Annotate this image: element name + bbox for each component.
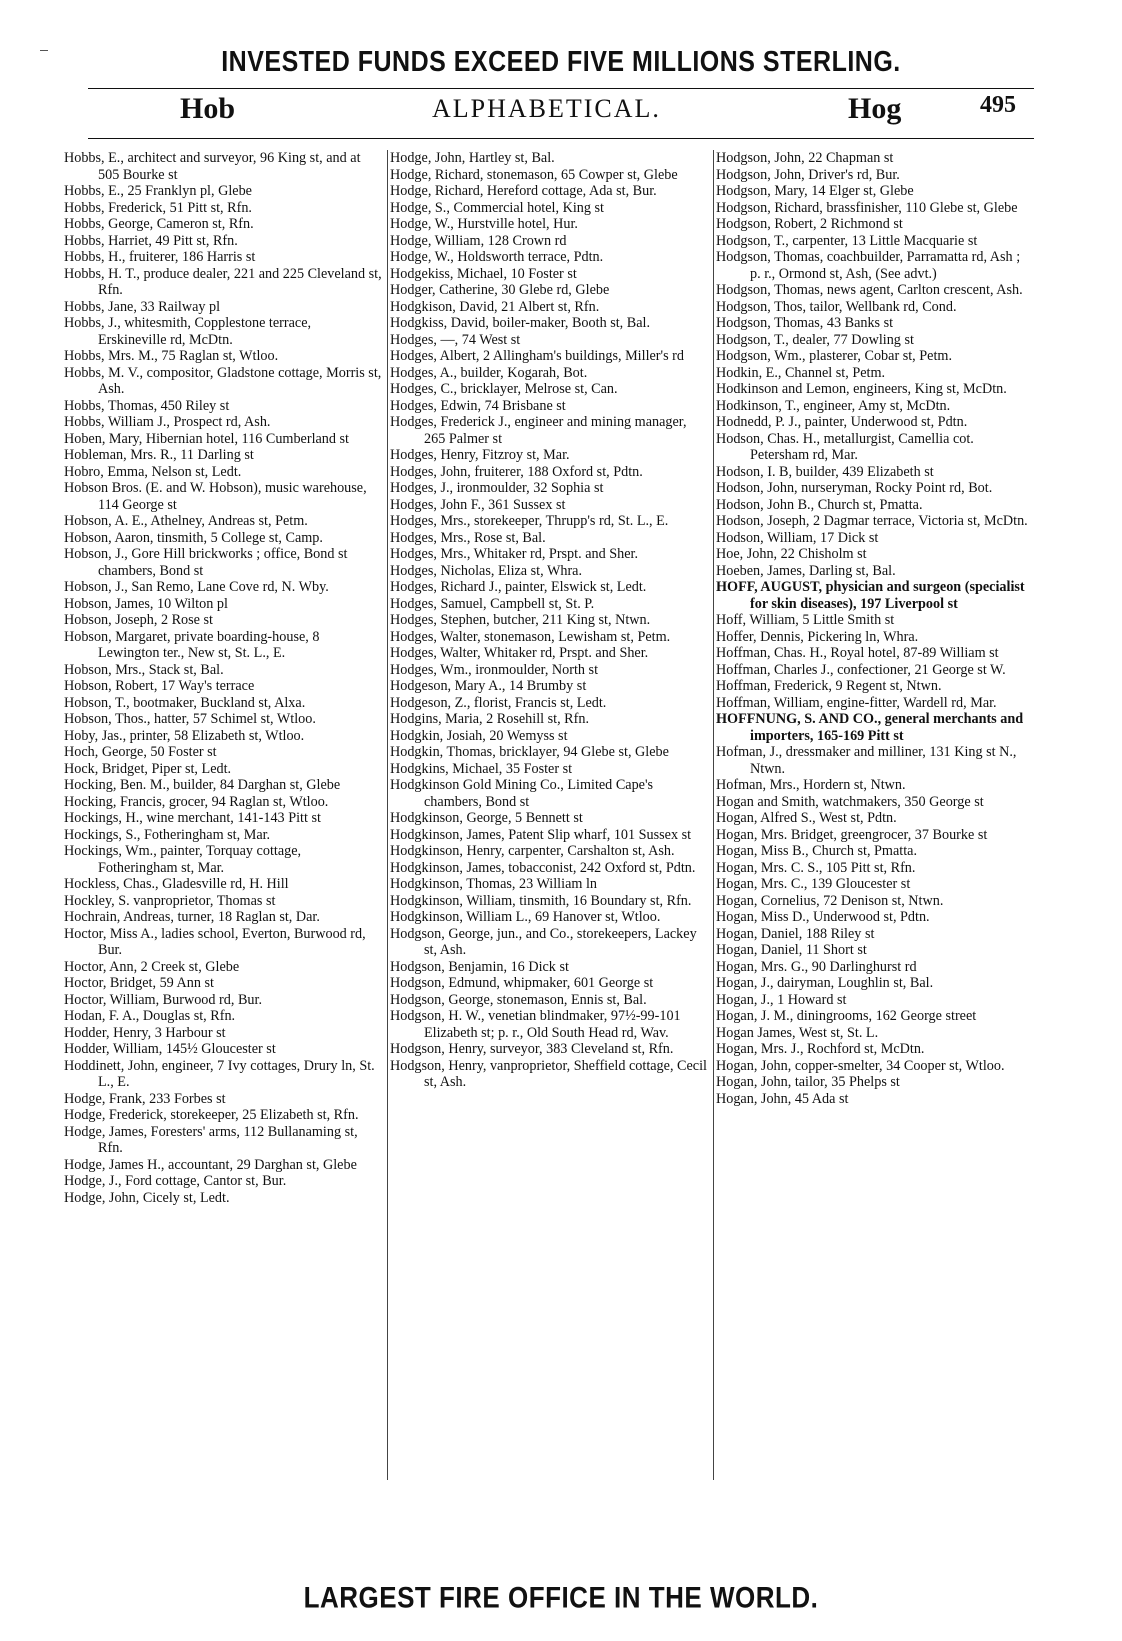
directory-entry: Hogan, Cornelius, 72 Denison st, Ntwn. xyxy=(716,892,944,909)
directory-entry: Hodges, Mrs., Rose st, Bal. xyxy=(390,529,546,546)
directory-entry: Hogan, Mrs. G., 90 Darlinghurst rd xyxy=(716,958,917,975)
directory-entry: Hodgson, Edmund, whipmaker, 601 George st xyxy=(390,975,654,991)
directory-entry: Hogan, John, 45 Ada st xyxy=(716,1090,849,1107)
directory-entry: HOFFNUNG, S. AND CO., general merchants and importers, 165-169 Pitt st xyxy=(716,711,1024,744)
directory-entry: Hoff, William, 5 Little Smith st xyxy=(716,612,895,628)
directory-entry: Hodson, I. B, builder, 439 Elizabeth st xyxy=(716,463,934,480)
directory-entry: Hodge, Richard, Hereford cottage, Ada st, Bur. xyxy=(390,183,657,199)
directory-entry: Hodgkinson, James, Patent Slip wharf, 101 Sussex st xyxy=(390,826,692,843)
directory-entry: Hodder, William, 145½ Gloucester st xyxy=(64,1041,276,1057)
directory-entry: Hobson, J., San Remo, Lane Cove rd, N. Wby. xyxy=(64,579,329,595)
directory-entry: Hobbs, E., architect and surveyor, 96 King st, and at 505 Bourke st xyxy=(64,150,361,183)
directory-entry: Hogan, John, tailor, 35 Phelps st xyxy=(716,1074,900,1090)
directory-entry: Hogan, J., 1 Howard st xyxy=(716,991,847,1008)
directory-entry: Hodges, John, fruiterer, 188 Oxford st, Pdtn. xyxy=(390,463,643,480)
directory-entry: Hodges, A., builder, Kogarah, Bot. xyxy=(390,364,588,381)
directory-entry: Hodkinson, T., engineer, Amy st, McDtn. xyxy=(716,397,951,414)
directory-column-1 xyxy=(64,150,382,1206)
directory-entry: Hobson, A. E., Athelney, Andreas st, Petm. xyxy=(64,513,308,529)
directory-entry: Hofman, J., dressmaker and milliner, 131 King st N., Ntwn. xyxy=(716,744,1017,777)
directory-entry: Hoddinett, John, engineer, 7 Ivy cottages, Drury ln, St. L., E. xyxy=(64,1057,375,1090)
directory-entry: Hodges, Stephen, butcher, 211 King st, Ntwn. xyxy=(390,612,651,628)
directory-entry: Hogan, Daniel, 11 Short st xyxy=(716,942,867,958)
directory-entry: Hodgkinson, James, tobacconist, 242 Oxford st, Pdtn. xyxy=(390,859,696,876)
directory-entry: Hobson, Mrs., Stack st, Bal. xyxy=(64,661,224,678)
directory-entry: Hodge, James, Foresters' arms, 112 Bullanaming st, Rfn. xyxy=(64,1123,358,1156)
directory-entry: Hodgson, John, Driver's rd, Bur. xyxy=(716,166,900,183)
directory-entry: Hodges, Albert, 2 Allingham's buildings, Miller's rd xyxy=(390,348,684,364)
directory-column-2 xyxy=(390,150,708,1091)
directory-entry: Hodgekiss, Michael, 10 Foster st xyxy=(390,265,577,282)
directory-entry: Hoffman, William, engine-fitter, Wardell rd, Mar. xyxy=(716,694,997,711)
directory-entry: Hobro, Emma, Nelson st, Ledt. xyxy=(64,463,242,480)
directory-entry: Hodges, Walter, Whitaker rd, Prspt. and Sher. xyxy=(390,645,649,661)
directory-entry: Hodgins, Maria, 2 Rosehill st, Rfn. xyxy=(390,711,590,727)
top-banner-prefix: INVESTED FUNDS EXCEED xyxy=(221,45,568,79)
directory-entry: Hogan, Mrs. J., Rochford st, McDtn. xyxy=(716,1041,925,1057)
directory-entry: Hodgkinson, George, 5 Bennett st xyxy=(390,810,583,826)
directory-entry: Hodgkins, Michael, 35 Foster st xyxy=(390,760,573,777)
directory-entry: Hockless, Chas., Gladesville rd, H. Hill xyxy=(64,876,289,892)
directory-entry: Hogan, Mrs. C., 139 Gloucester st xyxy=(716,876,911,892)
directory-entry: Hobson, T., bootmaker, Buckland st, Alxa. xyxy=(64,694,306,711)
directory-entry: Hodgkin, Thomas, bricklayer, 94 Glebe st, Glebe xyxy=(390,744,669,760)
directory-entry: Hobson, Thos., hatter, 57 Schimel st, Wtloo. xyxy=(64,711,316,727)
directory-columns xyxy=(64,150,1034,1580)
running-head-right: Hog xyxy=(848,92,902,125)
directory-entry: Hogan, Daniel, 188 Riley st xyxy=(716,925,875,942)
page-header xyxy=(180,92,1035,132)
directory-entry: Hobbs, George, Cameron st, Rfn. xyxy=(64,216,254,232)
directory-entry: Hobbs, Frederick, 51 Pitt st, Rfn. xyxy=(64,199,252,216)
directory-entry: Hobbs, Thomas, 450 Riley st xyxy=(64,397,230,414)
directory-entry: Hodgson, Mary, 14 Elger st, Glebe xyxy=(716,183,914,199)
directory-entry: Hockings, S., Fotheringham st, Mar. xyxy=(64,826,271,843)
directory-entry: Hogan, Mrs. C. S., 105 Pitt st, Rfn. xyxy=(716,859,916,876)
directory-entry: Hodson, John, nurseryman, Rocky Point rd, Bot. xyxy=(716,480,993,496)
directory-entry: Hoffman, Charles J., confectioner, 21 George st W. xyxy=(716,661,1006,678)
top-banner-emphasis: FIVE MILLIONS xyxy=(567,45,756,79)
directory-entry: Hocking, Ben. M., builder, 84 Darghan st, Glebe xyxy=(64,777,341,793)
directory-entry: Hodges, C., bricklayer, Melrose st, Can. xyxy=(390,381,618,397)
directory-entry: Hodgson, John, 22 Chapman st xyxy=(716,150,894,166)
directory-entry: Hoffman, Frederick, 9 Regent st, Ntwn. xyxy=(716,678,942,694)
directory-entry: Hodge, William, 128 Crown rd xyxy=(390,232,567,249)
directory-entry: Hobbs, William J., Prospect rd, Ash. xyxy=(64,414,271,430)
directory-entry: Hodgson, George, jun., and Co., storekeepers, Lackey st, Ash. xyxy=(390,925,697,958)
directory-entry: Hodson, William, 17 Dick st xyxy=(716,529,879,546)
directory-entry: Hodson, John B., Church st, Pmatta. xyxy=(716,496,923,513)
directory-entry: Hobson, Aaron, tinsmith, 5 College st, Camp. xyxy=(64,529,323,546)
directory-entry: Hodges, Frederick J., engineer and mining manager, 265 Palmer st xyxy=(390,414,687,447)
directory-entry: Hobbs, E., 25 Franklyn pl, Glebe xyxy=(64,183,252,199)
directory-entry: Hofman, Mrs., Hordern st, Ntwn. xyxy=(716,777,906,793)
directory-entry: Hodkinson and Lemon, engineers, King st, McDtn. xyxy=(716,381,1007,397)
directory-entry: Hobson, Margaret, private boarding-house, 8 Lewington ter., New st, St. L., E. xyxy=(64,628,320,661)
directory-entry: Hodgson, Thomas, coachbuilder, Parramatta rd, Ash ; p. r., Ormond st, Ash, (See advt.) xyxy=(716,249,1021,282)
directory-entry: Hodgkinson Gold Mining Co., Limited Cape's chambers, Bond st xyxy=(390,777,654,810)
directory-entry: Hodgson, Wm., plasterer, Cobar st, Petm. xyxy=(716,348,952,364)
directory-entry: Hockings, Wm., painter, Torquay cottage, Fotheringham st, Mar. xyxy=(64,843,302,876)
running-head-center: ALPHABETICAL. xyxy=(432,94,661,123)
directory-entry: Hobson, Joseph, 2 Rose st xyxy=(64,612,213,628)
directory-entry: Hodge, John, Hartley st, Bal. xyxy=(390,150,555,166)
directory-entry: Hoby, Jas., printer, 58 Elizabeth st, Wtloo. xyxy=(64,727,305,744)
directory-entry: Hobbs, Harriet, 49 Pitt st, Rfn. xyxy=(64,232,238,249)
directory-entry: Hobbs, Jane, 33 Railway pl xyxy=(64,298,221,315)
directory-entry: Hobson, J., Gore Hill brickworks ; office, Bond st chambers, Bond st xyxy=(64,546,348,579)
directory-entry: Hodges, —, 74 West st xyxy=(390,331,521,348)
directory-entry: Hock, Bridget, Piper st, Ledt. xyxy=(64,760,232,777)
directory-entry: Hogan and Smith, watchmakers, 350 George st xyxy=(716,793,984,810)
directory-entry: Hodgson, Henry, surveyor, 383 Cleveland st, Rfn. xyxy=(390,1041,674,1057)
top-banner xyxy=(0,46,1122,79)
directory-entry: Hodgson, T., dealer, 77 Dowling st xyxy=(716,331,914,348)
directory-entry: HOFF, AUGUST, physician and surgeon (specialist for skin diseases), 197 Liverpool st xyxy=(716,579,1025,612)
running-head-left: Hob xyxy=(180,92,236,125)
directory-entry: Hodder, Henry, 3 Harbour st xyxy=(64,1024,226,1041)
directory-entry: Hobson, Robert, 17 Way's terrace xyxy=(64,678,255,694)
directory-entry: Hobbs, J., whitesmith, Copplestone terrace, Erskineville rd, McDtn. xyxy=(64,315,312,348)
directory-entry: Hodgson, H. W., venetian blindmaker, 97½-99-101 Elizabeth st; p. r., Old South Head rd, Wav. xyxy=(390,1008,681,1041)
directory-entry: Hodge, J., Ford cottage, Cantor st, Bur. xyxy=(64,1173,287,1189)
directory-entry: Hodges, Henry, Fitzroy st, Mar. xyxy=(390,447,570,463)
directory-entry: Hodgson, T., carpenter, 13 Little Macquarie st xyxy=(716,232,978,249)
directory-entry: Hogan, Alfred S., West st, Pdtn. xyxy=(716,810,897,826)
directory-entry: Hodge, John, Cicely st, Ledt. xyxy=(64,1189,230,1206)
directory-entry: Hodnedd, P. J., painter, Underwood st, Pdtn. xyxy=(716,414,968,430)
directory-entry: Hodges, Mrs., storekeeper, Thrupp's rd, St. L., E. xyxy=(390,513,669,529)
directory-entry: Hockings, H., wine merchant, 141-143 Pitt st xyxy=(64,810,321,826)
directory-entry: Hodgson, Thomas, news agent, Carlton crescent, Ash. xyxy=(716,282,1023,298)
directory-entry: Hoben, Mary, Hibernian hotel, 116 Cumberland st xyxy=(64,430,350,447)
directory-entry: Hodgkison, David, 21 Albert st, Rfn. xyxy=(390,298,600,315)
header-top-rule xyxy=(88,88,1034,89)
directory-entry: Hodgson, Richard, brassfinisher, 110 Glebe st, Glebe xyxy=(716,199,1018,216)
directory-entry: Hogan, Mrs. Bridget, greengrocer, 37 Bourke st xyxy=(716,826,988,843)
directory-entry: Hoeben, James, Darling st, Bal. xyxy=(716,562,896,579)
directory-entry: Hodges, Walter, stonemason, Lewisham st, Petm. xyxy=(390,628,671,645)
directory-entry: Hodges, J., ironmoulder, 32 Sophia st xyxy=(390,480,604,496)
directory-entry: Hodges, Wm., ironmoulder, North st xyxy=(390,661,599,678)
directory-entry: Hodgkinson, William, tinsmith, 16 Boundary st, Rfn. xyxy=(390,892,692,909)
directory-entry: Hodge, S., Commercial hotel, King st xyxy=(390,199,604,216)
directory-entry: Hodge, James H., accountant, 29 Darghan st, Glebe xyxy=(64,1156,357,1173)
directory-entry: Hodan, F. A., Douglas st, Rfn. xyxy=(64,1008,236,1024)
directory-entry: Hodge, W., Holdsworth terrace, Pdtn. xyxy=(390,249,604,265)
directory-entry: Hoe, John, 22 Chisholm st xyxy=(716,546,867,562)
directory-entry: Hodgson, Henry, vanproprietor, Sheffield cottage, Cecil st, Ash. xyxy=(390,1057,707,1090)
directory-entry: Hodges, Edwin, 74 Brisbane st xyxy=(390,397,566,414)
directory-entry: Hoffer, Dennis, Pickering ln, Whra. xyxy=(716,628,919,645)
directory-entry: Hodgson, George, stonemason, Ennis st, Bal. xyxy=(390,991,647,1008)
directory-entry: Hodson, Joseph, 2 Dagmar terrace, Victoria st, McDtn. xyxy=(716,513,1028,529)
directory-entry: Hoch, George, 50 Foster st xyxy=(64,744,217,760)
page-number: 495 xyxy=(980,92,1016,118)
directory-entry: Hodges, Mrs., Whitaker rd, Prspt. and Sher. xyxy=(390,546,638,562)
directory-entry: Hodkin, E., Channel st, Petm. xyxy=(716,364,886,381)
directory-column-3 xyxy=(716,150,1034,1107)
directory-entry: Hodgkinson, Henry, carpenter, Carshalton st, Ash. xyxy=(390,843,675,859)
directory-entry: Hogan, John, copper-smelter, 34 Cooper st, Wtloo. xyxy=(716,1057,1005,1074)
directory-entry: Hodgkinson, Thomas, 23 William ln xyxy=(390,876,597,892)
directory-entry: Hodges, Samuel, Campbell st, St. P. xyxy=(390,595,595,612)
directory-entry: Hodgson, Thos, tailor, Wellbank rd, Cond. xyxy=(716,298,957,315)
directory-entry: Hodgeson, Z., florist, Francis st, Ledt. xyxy=(390,694,607,711)
directory-entry: Hodson, Chas. H., metallurgist, Camellia cot. Petersham rd, Mar. xyxy=(716,430,974,463)
directory-entry: Hogan James, West st, St. L. xyxy=(716,1024,879,1041)
directory-entry: Hoffman, Chas. H., Royal hotel, 87-89 William st xyxy=(716,645,999,661)
directory-entry: Hobbs, M. V., compositor, Gladstone cottage, Morris st, Ash. xyxy=(64,364,382,397)
directory-entry: Hoctor, William, Burwood rd, Bur. xyxy=(64,991,262,1008)
directory-entry: Hoctor, Miss A., ladies school, Everton, Burwood rd, Bur. xyxy=(64,925,366,958)
directory-entry: Hobbs, Mrs. M., 75 Raglan st, Wtloo. xyxy=(64,348,279,364)
directory-entry: Hogan, Miss D., Underwood st, Pdtn. xyxy=(716,909,930,925)
directory-entry: Hodge, W., Hurstville hotel, Hur. xyxy=(390,216,578,232)
directory-entry: Hockley, S. vanproprietor, Thomas st xyxy=(64,892,276,909)
directory-entry: Hoctor, Ann, 2 Creek st, Glebe xyxy=(64,958,240,975)
directory-entry: Hodgeson, Mary A., 14 Brumby st xyxy=(390,678,587,694)
directory-entry: Hobbs, H. T., produce dealer, 221 and 225 Cleveland st, Rfn. xyxy=(64,265,382,298)
directory-entry: Hodgson, Thomas, 43 Banks st xyxy=(716,315,894,331)
directory-entry: Hobson Bros. (E. and W. Hobson), music warehouse, 114 George st xyxy=(64,480,367,513)
directory-entry: Hoctor, Bridget, 59 Ann st xyxy=(64,975,214,991)
directory-entry: Hodgkiss, David, boiler-maker, Booth st, Bal. xyxy=(390,315,651,331)
directory-entry: Hodgson, Robert, 2 Richmond st xyxy=(716,216,903,232)
directory-entry: Hodgkin, Josiah, 20 Wemyss st xyxy=(390,727,568,744)
directory-entry: Hobson, James, 10 Wilton pl xyxy=(64,595,228,612)
directory-entry: Hodges, Richard J., painter, Elswick st, Ledt. xyxy=(390,579,647,595)
directory-entry: Hodge, Frederick, storekeeper, 25 Elizabeth st, Rfn. xyxy=(64,1107,359,1123)
directory-entry: Hobbs, H., fruiterer, 186 Harris st xyxy=(64,249,256,265)
top-banner-suffix: STERLING. xyxy=(755,45,901,79)
directory-entry: Hogan, Miss B., Church st, Pmatta. xyxy=(716,843,917,859)
directory-entry: Hogan, J. M., diningrooms, 162 George street xyxy=(716,1008,977,1024)
directory-entry: Hodges, Nicholas, Eliza st, Whra. xyxy=(390,562,583,579)
directory-entry: Hocking, Francis, grocer, 94 Raglan st, Wtloo. xyxy=(64,793,329,810)
directory-entry: Hodge, Richard, stonemason, 65 Cowper st, Glebe xyxy=(390,166,678,183)
bottom-banner: LARGEST FIRE OFFICE IN THE WORLD. xyxy=(303,1579,819,1615)
directory-entry: Hodgkinson, William L., 69 Hanover st, Wtloo. xyxy=(390,909,661,925)
directory-entry: Hobleman, Mrs. R., 11 Darling st xyxy=(64,447,254,463)
directory-entry: Hodge, Frank, 233 Forbes st xyxy=(64,1090,226,1107)
directory-entry: Hodger, Catherine, 30 Glebe rd, Glebe xyxy=(390,282,610,298)
directory-entry: Hochrain, Andreas, turner, 18 Raglan st, Dar. xyxy=(64,909,320,925)
directory-entry: Hodges, John F., 361 Sussex st xyxy=(390,496,566,513)
header-bottom-rule xyxy=(88,138,1034,139)
directory-entry: Hodgson, Benjamin, 16 Dick st xyxy=(390,958,569,975)
directory-entry: Hogan, J., dairyman, Loughlin st, Bal. xyxy=(716,975,934,991)
